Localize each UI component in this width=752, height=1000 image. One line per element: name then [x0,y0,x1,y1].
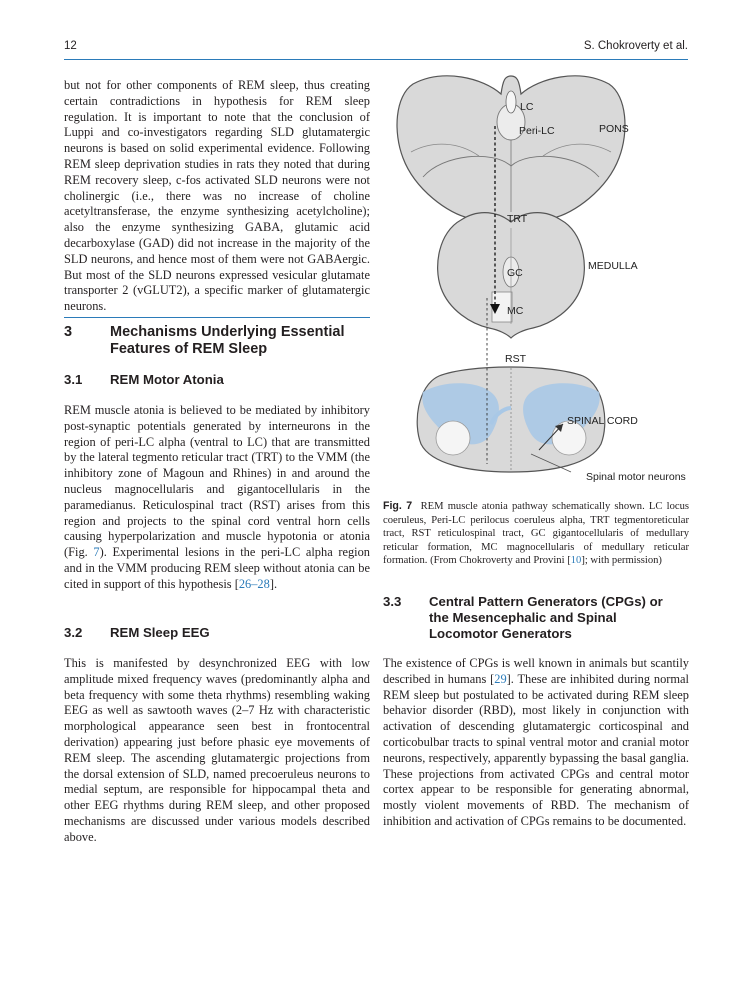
cpg-citation-link[interactable]: 29 [494,671,507,686]
section-3-number: 3 [64,324,73,340]
section-3-3-number: 3.3 [383,594,402,609]
cpg-text-part1: The existence of CPGs is well known in animals but scantily described in humans [ [383,656,689,686]
left-top-text [64,78,370,315]
section-3-3-heading [383,594,689,644]
paragraph-cpg [383,656,689,830]
caption-citation-link[interactable]: 10 [570,555,582,567]
eeg-text [64,656,370,846]
caption-end: ]; with permission) [581,555,662,567]
paragraph-eeg: This is manifested by desynchronized EEG with low amplitude mixed frequency waves (predominantly alpha and beta frequency with some theta rhythms) resembling waking EEG as well as sawtooth waves (2–7 Hz with characteristic morphological appearance seen best in frontocentral derivation) appearing just before phasic eye movements of REM sleep. The ascending glutamatergic projections from the dorsal extension of SLD, named precoeruleus neurons to medial septum, are responsible for hippocampal theta and other EEG rhythms during REM sleep, and other proposed mechanisms are discussed under various models described above. [64,656,370,844]
atonia-text-part3: ]. [269,576,278,591]
paragraph-sld: but not for other components of REM sleep, thus creating certain contradictions in hypothesis for REM sleep regulation. It is important to note that the conclusion of Luppi and co-investigators regarding SLD glutamatergic neurons is based on solid experimental evidence. Following REM sleep deprivation studies in rats they noted that during REM recovery sleep, c-fos activated SLD neurons were not cholinergic (i.e., there was no increase of choline acetyltransferase, the enzyme synthesizing acetylcholine); also the enzyme synthesizing GABA, glutamic acid decarboxylase (GAD) did not increase in the majority of the SLD neurons, and hence most of them were not GABAergic. But most of the SLD neurons expressed vesicular glutamate transporter 2 (vGLUT2), a specific marker of glutamatergic neurons. [64,78,370,314]
section-3-2-number: 3.2 [64,625,83,640]
caption-text: REM muscle atonia pathway schematically shown. LC locus coeruleus, Peri-LC perilocus coeruleus alpha, TRT tegmentoreticular tract, RST reticulospinal tract, GC gigantocellularis of medullary reticular formation, MC magnocellularis of medullary reticular formation. (From Chokroverty and Provini [ [383,501,689,567]
section-3-2-title: REM Sleep EEG [110,625,210,640]
section-rule [64,317,370,318]
figure-7 [383,62,693,494]
label-lc: LC [520,101,534,113]
label-medulla: MEDULLA [588,260,638,272]
lc-nucleus [506,91,516,113]
section-3-2-heading [64,625,370,641]
section-3-1-title: REM Motor Atonia [110,372,224,387]
section-3-3-title-line1: Central Pattern Generators (CPGs) or [429,594,663,609]
figure-7-caption [383,500,689,568]
rem-atonia-pathway-diagram [383,62,693,494]
figure-reference-link[interactable]: 7 [93,545,100,560]
label-spinal-cord: SPINAL CORD [567,415,638,427]
label-trt: TRT [507,213,528,225]
label-pons: PONS [599,123,629,135]
label-rst: RST [505,353,526,365]
pons-section [397,75,625,221]
label-peri-lc: Peri-LC [519,125,555,137]
cpg-text-part2: ]. These are inhibited during normal REM sleep but postulated to be activated during REM sleep behavior disorder (RBD), most likely in conjunction with activation of descending glutamatergic corticospinal and corticobulbar tracts to spinal ventral motor and cranial motor neurons, respectively, apparently bypassing the basal ganglia. These projections from activated CPGs and central motor cortex appear to be responsible for generating abnormal, mostly violent movements of RBD. The mechanism of inhibition and activation of CPGs remains to be documented. [383,671,689,828]
section-3-3-title-line3: Locomotor Generators [429,626,572,641]
paragraph-atonia [64,403,370,593]
section-3-title-line1: Mechanisms Underlying Essential [110,324,345,340]
label-mc: MC [507,305,524,317]
left-ventral-horn [436,421,470,455]
figure-label: Fig. 7 [383,500,413,512]
section-3-1-number: 3.1 [64,372,83,387]
label-spinal-motor-neurons: Spinal motor neurons [586,471,686,483]
atonia-text-part2: ). Experimental lesions in the peri-LC alpha region and in the VMM producing REM sleep without atonia can be cited in support of this hypothesis [ [64,545,370,591]
section-3-3-title-line2: the Mesencephalic and Spinal [429,610,617,625]
running-head: S. Chokroverty et al. [583,40,688,52]
section-3-1-heading [64,372,370,388]
atonia-text [64,403,370,593]
page-number: 12 [64,40,77,52]
atonia-text-part1: REM muscle atonia is believed to be mediated by inhibitory post-synaptic potentials generated by interneurons in the region of peri-LC alpha (ventral to LC) that are transmitted by the lateral tegmento reticular tract (TRT) to the VMM (the inhibitory zone of Magoun and Rhines) in and around the nucleus magnocellularis and gigantocellularis in the paramedianus. Reticulospinal tract (RST) arises from this region and projects to the spinal cord ventral horn cells causing hyperpolarization and muscle hypotonia or atonia (Fig. [64,403,370,560]
citation-link[interactable]: 26–28 [238,576,270,591]
cpg-text [383,656,689,830]
section-3-heading [64,324,370,360]
label-gc: GC [507,267,523,279]
section-3-title-line2: Features of REM Sleep [110,341,268,357]
header-rule [64,59,688,60]
